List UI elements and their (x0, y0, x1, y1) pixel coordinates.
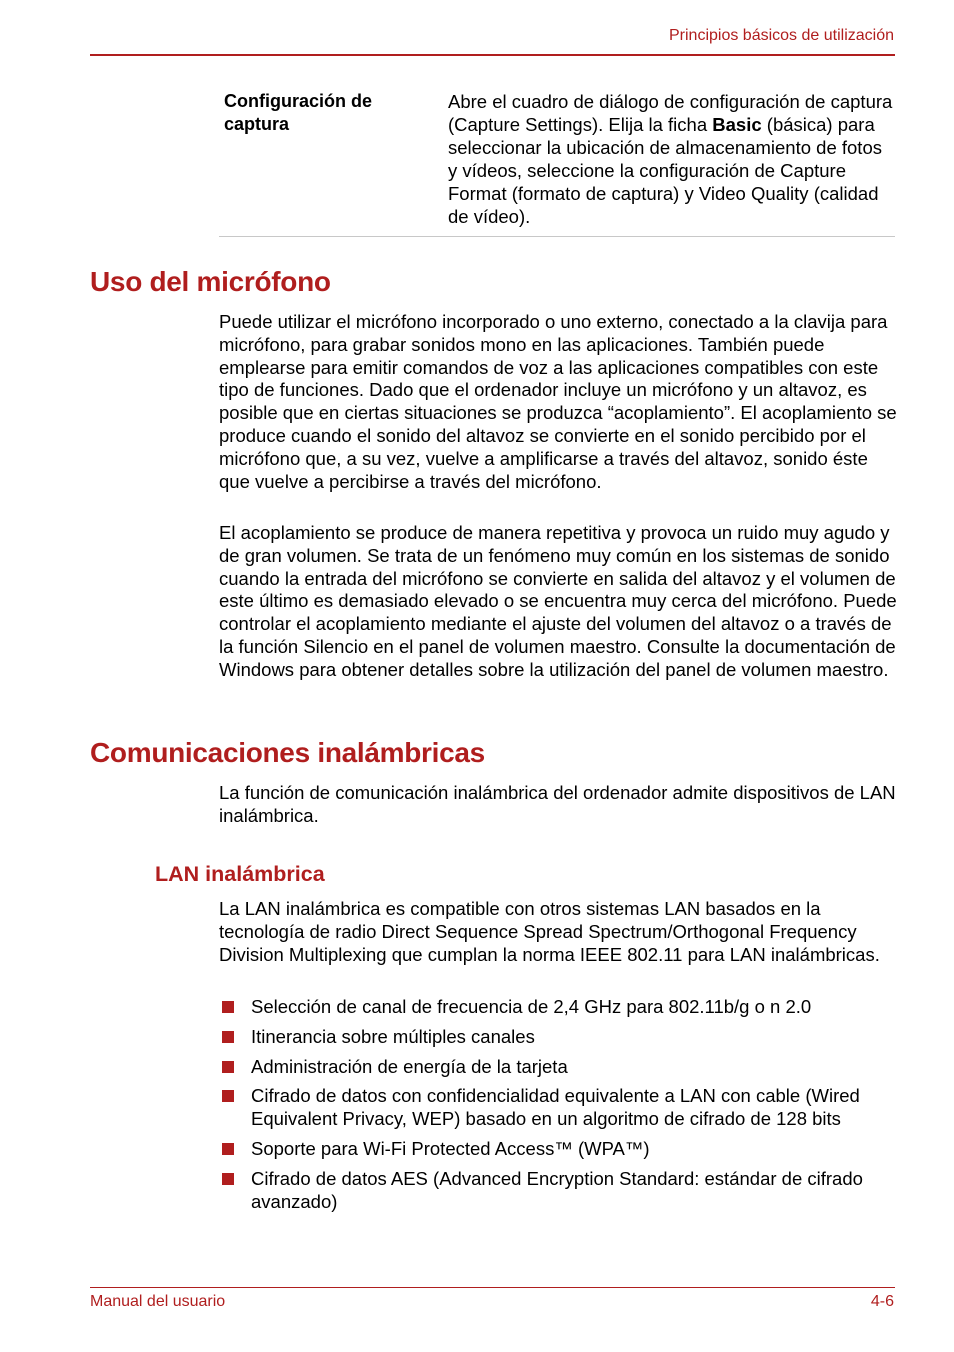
subsection-title-lan: LAN inalámbrica (155, 862, 325, 886)
footer-manual-title: Manual del usuario (90, 1293, 226, 1310)
list-item: Cifrado de datos AES (Advanced Encryption Standard: estándar de cifrado avanzado) (219, 1168, 899, 1214)
footer-rule (90, 1287, 895, 1288)
section-title-microphone: Uso del micrófono (90, 266, 331, 297)
header-rule (90, 54, 895, 56)
section-title-wireless: Comunicaciones inalámbricas (90, 737, 485, 768)
list-item: Soporte para Wi-Fi Protected Access™ (WPA™) (219, 1138, 899, 1161)
bullet-square-icon (222, 1061, 234, 1073)
page-number: 4-6 (870, 1293, 894, 1310)
list-item: Itinerancia sobre múltiples canales (219, 1026, 899, 1049)
wireless-paragraph: La función de comunicación inalámbrica del ordenador admite dispositivos de LAN inalámbrica. (219, 782, 896, 826)
microphone-paragraph-2: El acoplamiento se produce de manera repetitiva y provoca un ruido muy agudo y de gran volumen. Se trata de un fenómeno muy común en los sistemas de sonido cuando la entrada del micrófono se convierte en salida del altavoz y el volumen de este último es demasiado elevado o se encuentra muy cerca del micrófono. Puede controlar el acoplamiento mediante el ajuste del volumen del altavoz o a través de la función Silencio en el panel de volumen maestro. Consulte la documentación de Windows para obtener detalles sobre la utilización del panel de volumen maestro. (219, 522, 897, 680)
bullet-square-icon (222, 1001, 234, 1013)
basic-tab-name: Basic (712, 114, 762, 135)
microphone-paragraph-1: Puede utilizar el micrófono incorporado o uno externo, conectado a la clavija para micrófono, para grabar sonidos mono en las aplicaciones. También puede emplearse para emitir comandos de voz a las aplicaciones compatibles con este tipo de funciones. Dado que el ordenador incluye un micrófono y un altavoz, es posible que en ciertas situaciones se produzca “acoplamiento”. El acoplamiento se produce cuando el sonido del altavoz se convierte en el sonido percibido por el micrófono que, a su vez, vuelve a amplificarse a través del altavoz, sonido éste que vuelve a percibirse a través del micrófono. (219, 311, 897, 492)
list-item: Selección de canal de frecuencia de 2,4 GHz para 802.11b/g o n 2.0 (219, 996, 899, 1019)
running-header: Principios básicos de utilización (669, 27, 894, 44)
definition-table (219, 90, 895, 237)
definition-term: Configuración de captura (224, 91, 372, 134)
list-item: Cifrado de datos con confidencialidad equivalente a LAN con cable (Wired Equivalent Privacy, WEP) basado en un algoritmo de cifrado de 128 bits (219, 1085, 899, 1131)
bullet-square-icon (222, 1031, 234, 1043)
definition-description: Abre el cuadro de diálogo de configuración de captura (Capture Settings). Elija la ficha Basic (básica) para seleccionar la ubicación de almacenamiento de fotos y vídeos, seleccione la configuración de Capture Format (formato de captura) y Video Quality (calidad de vídeo). (448, 91, 893, 227)
bullet-square-icon (222, 1143, 234, 1155)
lan-paragraph: La LAN inalámbrica es compatible con otros sistemas LAN basados en la tecnología de radio Direct Sequence Spread Spectrum/Orthogonal Frequency Division Multiplexing que cumplan la norma IEEE 802.11 para LAN inalámbricas. (219, 898, 880, 965)
lan-feature-list (219, 996, 899, 1220)
bullet-square-icon (222, 1090, 234, 1102)
list-item: Administración de energía de la tarjeta (219, 1056, 899, 1079)
bullet-square-icon (222, 1173, 234, 1185)
